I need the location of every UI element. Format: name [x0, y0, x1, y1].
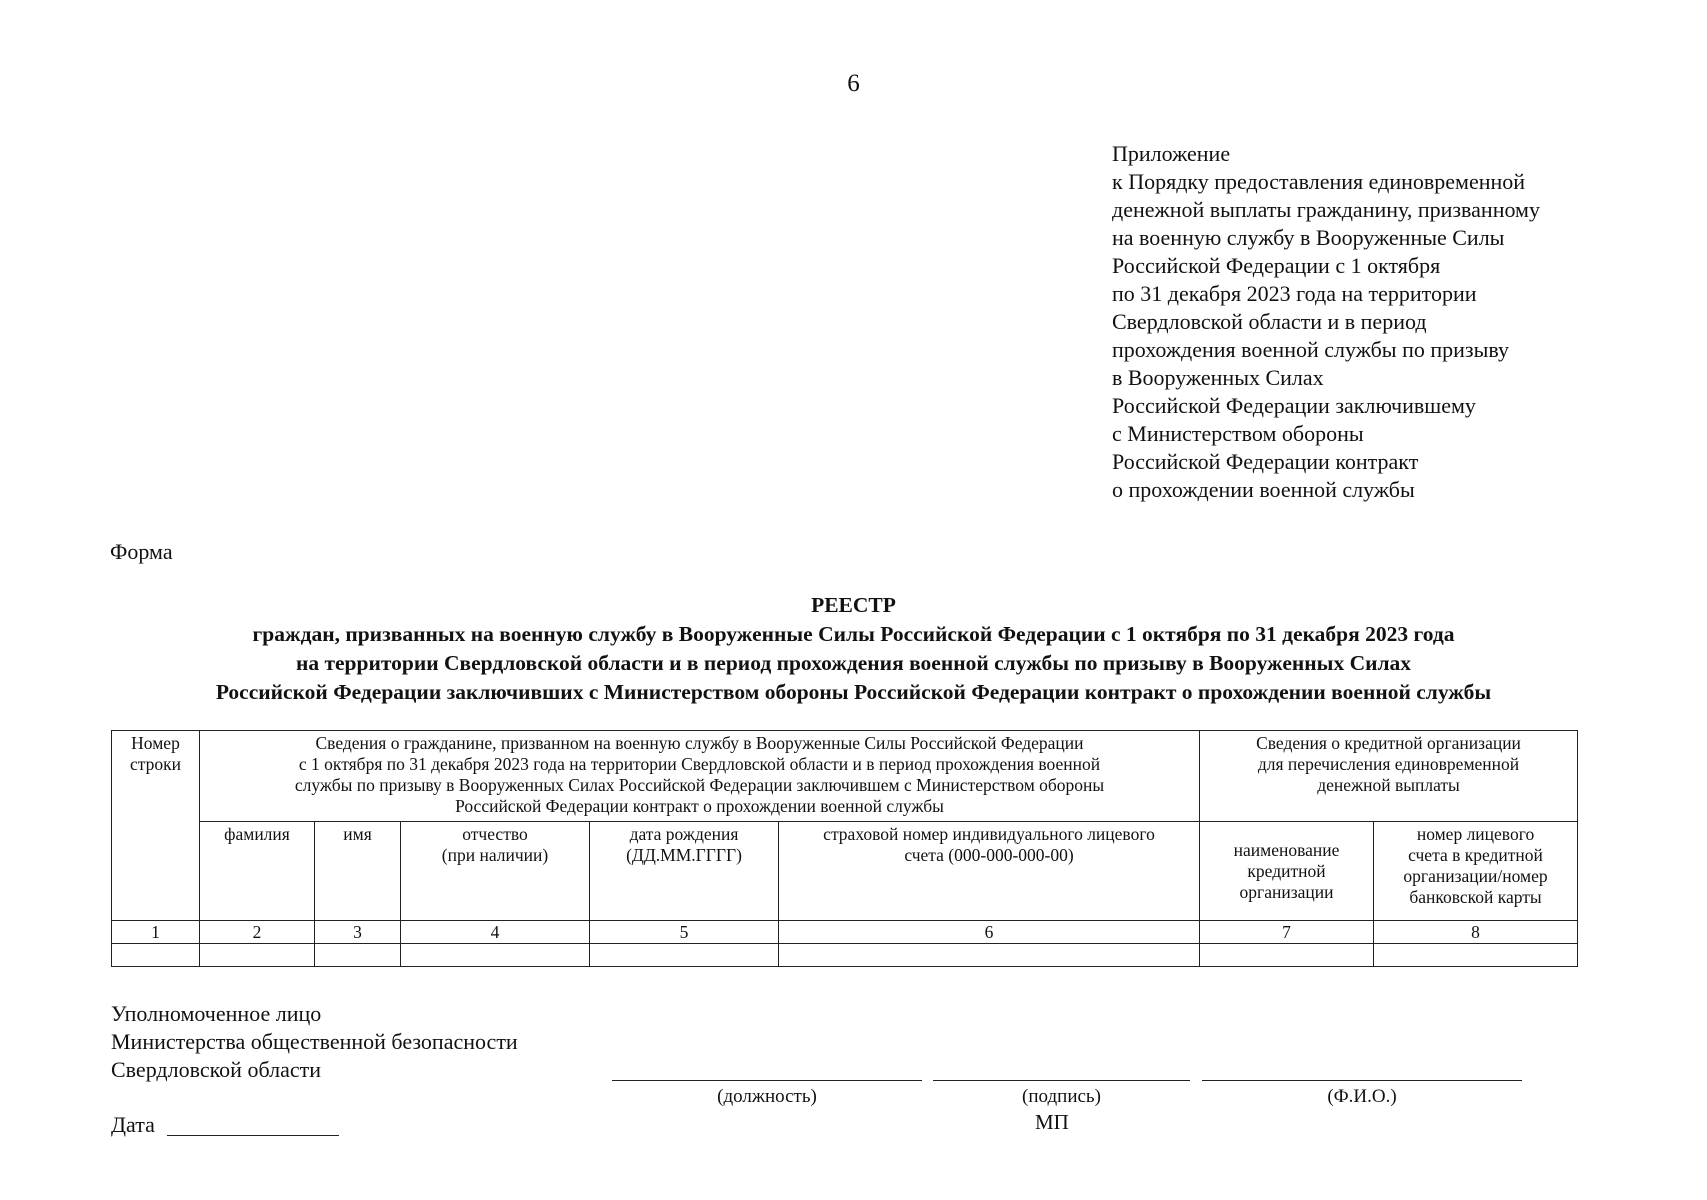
empty-cell [401, 944, 590, 967]
column-number: 7 [1200, 921, 1374, 944]
header-account-number: номер лицевого счета в кредитной организации/номер банковской карты [1374, 822, 1578, 921]
header-credit-organization: Сведения о кредитной организации для перечисления единовременной денежной выплаты [1200, 731, 1578, 822]
appendix-line: к Порядку предоставления единовременной [1112, 169, 1526, 194]
empty-cell [315, 944, 401, 967]
header-birthdate: дата рождения (ДД.ММ.ГГГГ) [590, 822, 779, 921]
empty-cell [1200, 944, 1374, 967]
appendix-line: с Министерством обороны [1112, 421, 1364, 446]
appendix-block [1112, 140, 1672, 504]
header-name: имя [315, 822, 401, 921]
appendix-line: в Вооруженных Силах [1112, 365, 1324, 390]
fio-signature-line [1202, 1080, 1522, 1081]
signer-line: Министерства общественной безопасности [111, 1029, 518, 1054]
page-number: 6 [847, 70, 860, 97]
registry-table [111, 730, 1578, 967]
header-patronymic: отчество (при наличии) [401, 822, 590, 921]
column-number: 2 [200, 921, 315, 944]
appendix-line: Российской Федерации с 1 октября [1112, 253, 1441, 278]
appendix-line: Российской Федерации контракт [1112, 449, 1419, 474]
title-line: на территории Свердловской области и в период прохождения военной службы по призыву в Вооруженных Силах [295, 651, 1412, 675]
signer-line: Уполномоченное лицо [111, 1001, 322, 1026]
empty-cell [590, 944, 779, 967]
column-number: 3 [315, 921, 401, 944]
empty-cell [112, 944, 200, 967]
column-number: 8 [1374, 921, 1578, 944]
title-heading: РЕЕСТР [811, 593, 896, 617]
appendix-line: Российской Федерации заключившему [1112, 393, 1476, 418]
column-number: 1 [112, 921, 200, 944]
column-number: 4 [401, 921, 590, 944]
header-bank-name: наименование кредитной организации [1200, 822, 1374, 921]
appendix-line: прохождения военной службы по призыву [1112, 337, 1510, 362]
position-signature-line [612, 1080, 922, 1081]
empty-cell [200, 944, 315, 967]
stamp-label: МП [1035, 1110, 1069, 1134]
appendix-line: на военную службу в Вооруженные Силы [1112, 225, 1505, 250]
signer-line: Свердловской области [111, 1057, 321, 1082]
empty-cell [779, 944, 1200, 967]
column-number-row [112, 921, 1578, 944]
appendix-line: денежной выплаты гражданину, призванному [1112, 197, 1540, 222]
form-label: Форма [110, 539, 173, 564]
fio-caption: (Ф.И.О.) [1327, 1086, 1397, 1107]
header-row-number: Номер строки [112, 731, 200, 921]
document-title [0, 591, 1707, 707]
date-label: Дата [111, 1112, 155, 1137]
signature-line [933, 1080, 1190, 1081]
appendix-line: о прохождении военной службы [1112, 477, 1415, 502]
date-underline [167, 1135, 339, 1136]
header-surname: фамилия [200, 822, 315, 921]
appendix-line: Свердловской области и в период [1112, 309, 1427, 334]
appendix-line: Приложение [1112, 141, 1231, 166]
appendix-line: по 31 декабря 2023 года на территории [1112, 281, 1477, 306]
column-number: 5 [590, 921, 779, 944]
position-caption: (должность) [717, 1086, 817, 1107]
header-citizen-info: Сведения о гражданине, призванном на военную службу в Вооруженные Силы Российской Федерации с 1 октября по 31 декабря 2023 года на территории Свердловской области и в период прохождения военной службы по призыву в Вооруженных Силах Российской Федерации заключившем с Министерством обороны Российской Федерации контракт о прохождении военной службы [200, 731, 1200, 822]
header-snils: страховой номер индивидуального лицевого счета (000-000-000-00) [779, 822, 1200, 921]
title-line: Российской Федерации заключивших с Министерством обороны Российской Федерации контракт о прохождении военной службы [215, 680, 1492, 704]
signature-caption: (подпись) [1022, 1086, 1101, 1107]
empty-cell [1374, 944, 1578, 967]
title-line: граждан, призванных на военную службу в Вооруженные Силы Российской Федерации с 1 октября по 31 декабря 2023 года [252, 622, 1455, 646]
authorized-person-block [111, 1000, 518, 1084]
empty-data-row [112, 944, 1578, 967]
column-number: 6 [779, 921, 1200, 944]
